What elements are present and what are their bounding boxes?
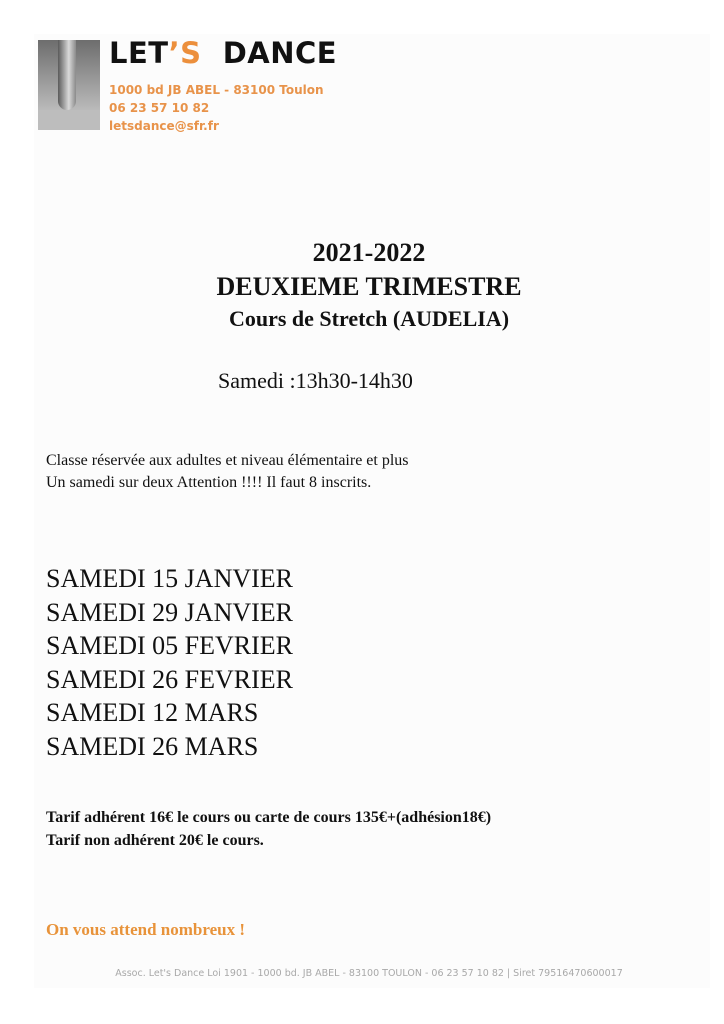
leg-shape [58, 40, 76, 110]
pricing-non-member: Tarif non adhérent 20€ le cours. [46, 832, 264, 849]
brand-accent: ’S [168, 36, 202, 70]
date-item: SAMEDI 26 FEVRIER [46, 664, 294, 694]
title-term: DEUXIEME TRIMESTRE [216, 272, 522, 301]
closing-message: On vous attend nombreux ! [46, 920, 245, 939]
note-line: Un samedi sur deux Attention !!!! Il faut 8 inscrits. [46, 474, 372, 491]
footer-legal: Assoc. Let's Dance Loi 1901 - 1000 bd. JB ABEL - 83100 TOULON - 06 23 57 10 82 | Siret 79516470600017 [115, 968, 623, 979]
date-item: SAMEDI 26 MARS [46, 731, 259, 761]
brand-part2: DANCE [222, 36, 338, 70]
brand-name [109, 36, 337, 70]
pricing-member: Tarif adhérent 16€ le cours ou carte de cours 135€+(adhésion18€) [46, 809, 492, 826]
date-item: SAMEDI 29 JANVIER [46, 597, 293, 627]
contact-email[interactable]: letsdance@sfr.fr [109, 119, 219, 133]
floor-shape [38, 110, 100, 130]
contact-address: 1000 bd JB ABEL - 83100 Toulon [109, 83, 324, 97]
note-line: Classe réservée aux adultes et niveau élémentaire et plus [46, 452, 409, 469]
schedule-time: Samedi :13h30-14h30 [218, 368, 413, 393]
brand-part1: LET [109, 36, 169, 70]
date-item: SAMEDI 12 MARS [46, 698, 259, 728]
title-year: 2021-2022 [312, 238, 426, 267]
contact-phone: 06 23 57 10 82 [109, 101, 210, 115]
ballet-pointe-logo-image [38, 40, 100, 130]
date-item: SAMEDI 15 JANVIER [46, 564, 293, 593]
date-list [46, 562, 293, 764]
title-course: Cours de Stretch (AUDELIA) [228, 306, 510, 331]
date-item: SAMEDI 05 FEVRIER [46, 631, 294, 661]
